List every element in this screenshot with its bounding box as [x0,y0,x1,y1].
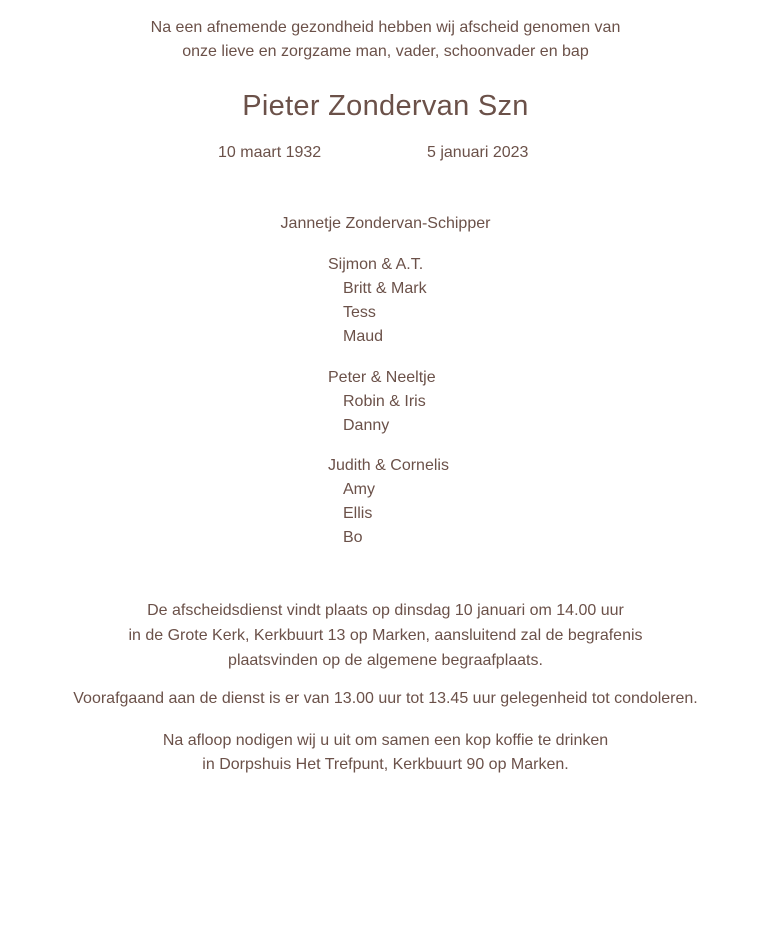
intro-line: onze lieve en zorgzame man, vader, schoonvader en bap [182,43,589,60]
death-date: 5 januari 2023 [427,144,529,161]
service-line: plaatsvinden op de algemene begraafplaats. [228,652,543,669]
spouse-name: Jannetje Zondervan-Schipper [280,215,491,232]
family-group [328,366,628,438]
coffee-invitation [0,729,771,777]
service-line: De afscheidsdienst vindt plaats op dinsdag 10 januari om 14.00 uur [147,602,624,619]
coffee-line: Na afloop nodigen wij u uit om samen een kop koffie te drinken [162,732,609,749]
family-parents: Judith & Cornelis [328,457,449,474]
intro-line: Na een afnemende gezondheid hebben wij afscheid genomen van [150,19,621,36]
service-info [0,598,771,673]
intro-text [0,16,771,64]
family-group [328,454,628,550]
family-child: Amy [343,481,375,498]
service-line: in de Grote Kerk, Kerkbuurt 13 op Marken, aansluitend zal de begrafenis [128,627,643,644]
family-child: Bo [343,529,363,546]
family-child: Robin & Iris [343,393,426,410]
birth-date: 10 maart 1932 [218,144,322,161]
condolence-info: Voorafgaand aan de dienst is er van 13.00 uur tot 13.45 uur gelegenheid tot condoleren. [73,690,698,707]
family-parents: Peter & Neeltje [328,369,436,386]
family-child: Tess [343,304,376,321]
family-child: Ellis [343,505,373,522]
deceased-name: Pieter Zondervan Szn [242,90,529,122]
family-parents: Sijmon & A.T. [328,256,424,273]
family-group [328,253,628,349]
family-child: Britt & Mark [343,280,427,297]
coffee-line: in Dorpshuis Het Trefpunt, Kerkbuurt 90 op Marken. [202,756,569,773]
family-child: Maud [343,328,384,345]
family-child: Danny [343,417,390,434]
